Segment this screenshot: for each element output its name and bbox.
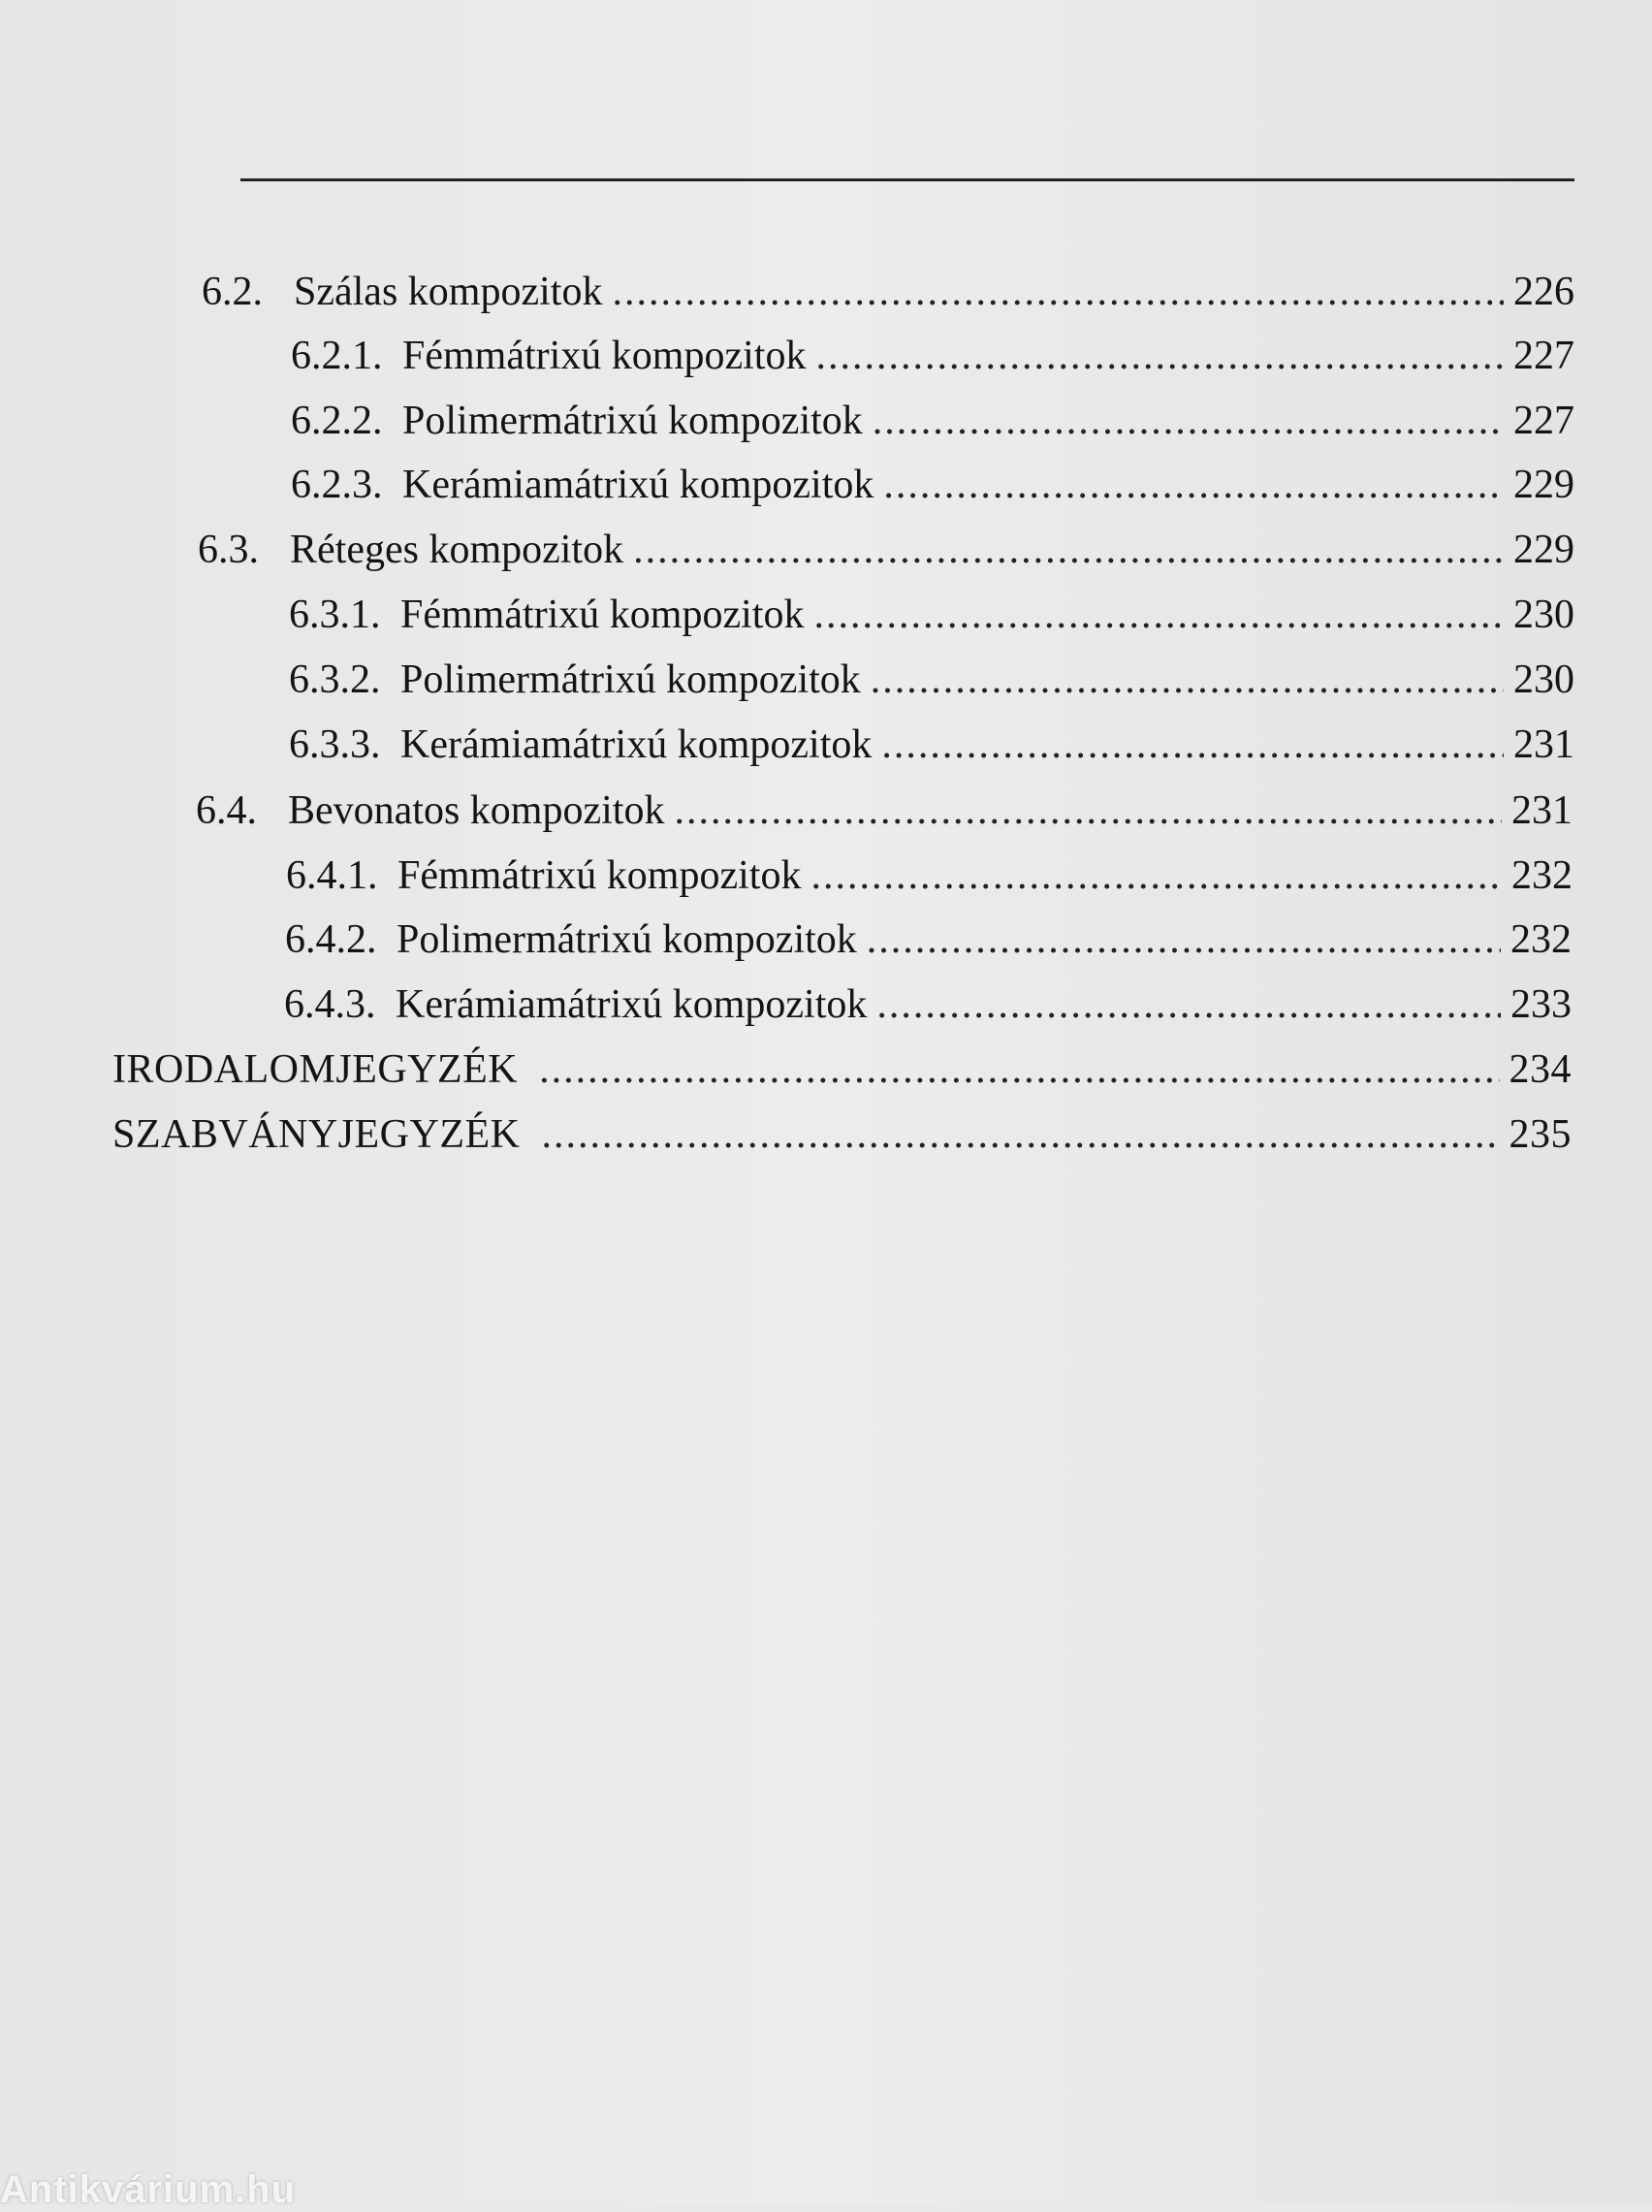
toc-title: SZABVÁNYJEGYZÉK [112,1112,521,1157]
toc-number: 6.4.1. [286,853,378,898]
toc-page-number: 232 [1510,917,1572,962]
toc-number: 6.2.2. [291,399,383,443]
dot-leader [873,395,1504,447]
toc-page-number: 231 [1511,788,1573,833]
toc-page-number: 232 [1511,853,1573,898]
dot-leader [810,850,1502,902]
toc-title: Szálas kompozitok [294,270,603,314]
dot-leader [633,524,1504,576]
toc-entry-6-4 [196,785,1573,837]
dot-leader [867,914,1501,966]
toc-page-number: 226 [1513,270,1574,314]
toc-title: Fémmátrixú kompozitok [397,853,802,898]
toc-entry-szabvanyjegyzek [112,1108,1572,1161]
toc-number: 6.3.3. [289,722,381,767]
toc-page-number: 227 [1513,334,1574,378]
toc-number: 6.4. [196,788,257,833]
toc-number: 6.3. [198,528,259,572]
toc-entry-6-3-1 [289,589,1574,641]
toc-page-number: 235 [1509,1112,1572,1157]
toc-number: 6.4.2. [285,917,377,962]
toc-title: Polimermátrixú kompozitok [400,657,861,702]
toc-entry-6-3 [198,524,1574,576]
toc-title: IRODALOMJEGYZÉK [112,1047,519,1092]
toc-number: 6.3.1. [289,593,381,637]
toc-title: Polimermátrixú kompozitok [397,917,857,962]
watermark-text: Antikvárium.hu [0,2168,297,2211]
dot-leader [815,330,1504,382]
toc-entry-6-4-2 [285,914,1572,966]
dot-leader [674,785,1502,837]
toc-number: 6.4.3. [284,982,376,1027]
toc-page-number: 227 [1513,399,1574,443]
toc-page-number: 229 [1513,463,1574,507]
dot-leader [883,459,1504,511]
toc-entry-6-4-1 [286,850,1573,902]
toc-page-number: 234 [1509,1047,1572,1092]
toc-entry-irodalomjegyzek [112,1043,1572,1096]
toc-entry-6-2-2 [291,395,1574,447]
toc-page-number: 233 [1510,982,1572,1027]
toc-title: Kerámiamátrixú kompozitok [396,982,868,1027]
dot-leader [813,589,1504,641]
toc-page-number: 231 [1513,722,1574,767]
toc-entry-6-2-3 [291,459,1574,511]
toc-number: 6.2. [202,270,263,314]
dot-leader [612,266,1504,318]
toc-number: 6.2.1. [291,334,383,378]
dot-leader [876,978,1501,1031]
toc-title: Réteges kompozitok [290,528,624,572]
toc-entry-6-2-1 [291,330,1574,382]
dot-leader [881,719,1504,771]
toc-entry-6-3-2 [289,654,1574,706]
dot-leader [539,1043,1499,1096]
toc-title: Fémmátrixú kompozitok [400,593,805,637]
dot-leader [871,654,1504,706]
toc-title: Bevonatos kompozitok [288,788,665,833]
toc-title: Kerámiamátrixú kompozitok [400,722,873,767]
toc-number: 6.2.3. [291,463,383,507]
toc-title: Fémmátrixú kompozitok [402,334,807,378]
toc-number: 6.3.2. [289,657,381,702]
toc-page-number: 230 [1513,593,1574,637]
toc-page-number: 229 [1513,528,1574,572]
toc-title: Kerámiamátrixú kompozitok [402,463,874,507]
toc-title: Polimermátrixú kompozitok [402,399,863,443]
toc-entry-6-2 [202,266,1574,318]
toc-page-number: 230 [1513,657,1574,702]
dot-leader [542,1108,1500,1161]
toc-entry-6-3-3 [289,719,1574,771]
toc-entry-6-4-3 [284,978,1572,1031]
